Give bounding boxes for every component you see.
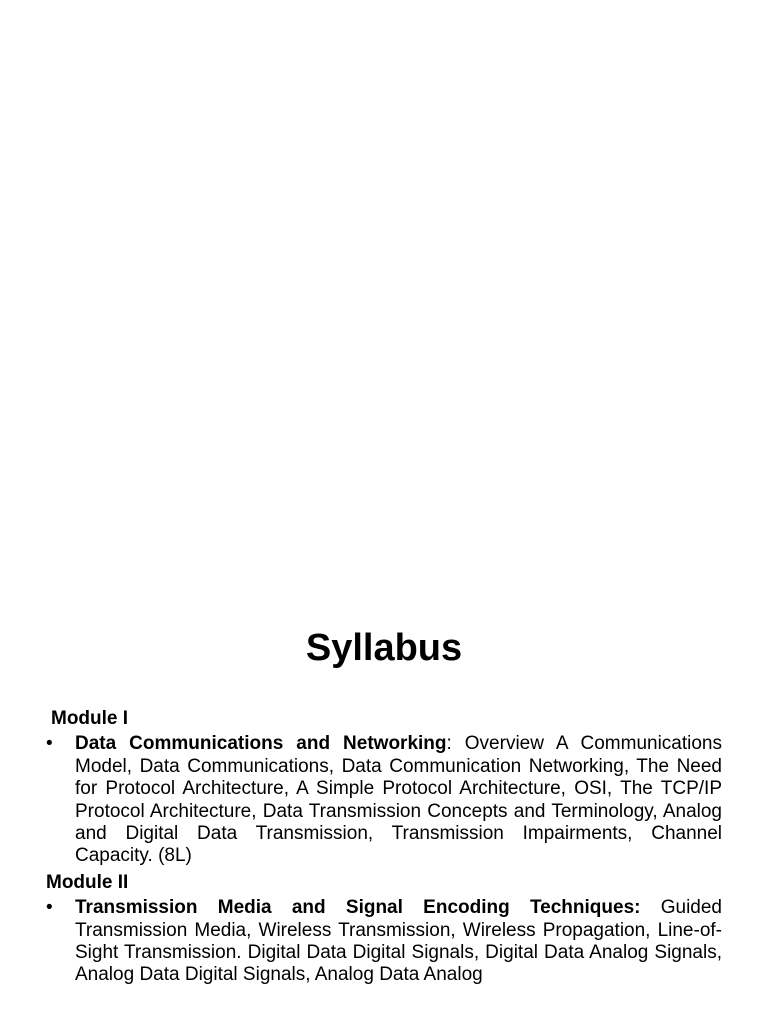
page-title: Syllabus — [305, 627, 463, 669]
bullet-icon: • — [46, 733, 53, 755]
topic-description: Guided Transmission Media, Wireless Transmission, Wireless Propagation, Line-of-Sight Transmission. Digital Data Digital Signals, Digital Data Analog Signals, Analog Data Digital Signals, Analog Data Analog — [75, 897, 722, 986]
syllabus-content — [46, 708, 722, 987]
topic-title: Transmission Media and Signal Encoding Techniques: — [75, 897, 641, 919]
topic-title: Data Communications and Networking — [75, 733, 447, 755]
bullet-icon: • — [46, 897, 53, 919]
list-item — [46, 733, 722, 867]
list-item-text — [75, 733, 722, 867]
topic-description: : Overview A Communications Model, Data Communications, Data Communication Networking, The Need for Protocol Architecture, A Simple Protocol Architecture, OSI, The TCP/IP Protocol Architecture, Data Transmission Concepts and Terminology, Analog and Digital Data Transmission, Transmission Impairments, Channel Capacity. (8L) — [75, 733, 722, 867]
list-item — [46, 897, 722, 987]
module-heading: Module II — [46, 871, 129, 893]
list-item-text — [75, 897, 722, 987]
module-heading: Module I — [51, 708, 129, 729]
